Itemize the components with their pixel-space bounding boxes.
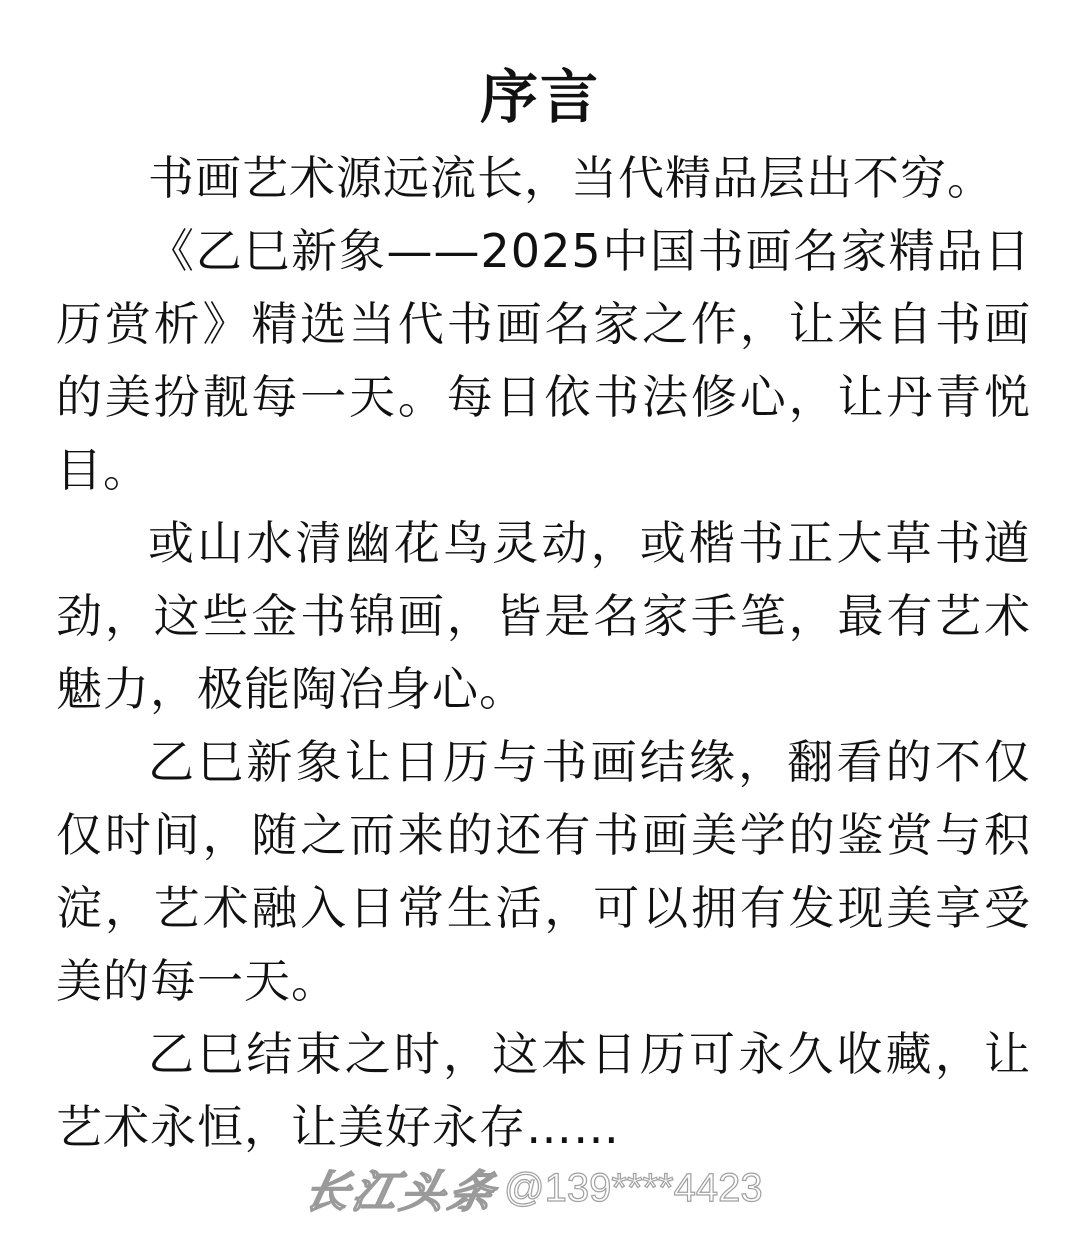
paragraph-1: 书画艺术源远流长，当代精品层出不穷。 xyxy=(148,151,994,205)
preface-body xyxy=(56,142,1031,1164)
paragraph-2: 《乙巳新象——2025中国书画名家精品日历赏析》精选当代书画名家之作，让来自书画的美扮靓每一天。每日依书法修心，让丹青悦目。 xyxy=(56,224,1031,497)
watermark xyxy=(299,1158,763,1218)
paragraph-3: 或山水清幽花鸟灵动，或楷书正大草书遒劲，这些金书锦画，皆是名家手笔，最有艺术魅力，极能陶冶身心。 xyxy=(56,516,1031,716)
watermark-logo: 长江头条 xyxy=(299,1167,503,1218)
watermark-handle: @139****4423 xyxy=(504,1165,763,1210)
paragraph-4: 乙巳新象让日历与书画结缘，翻看的不仅仅时间，随之而来的还有书画美学的鉴赏与积淀，艺术融入日常生活，可以拥有发现美享受美的每一天。 xyxy=(56,735,1031,1008)
page-title: 序言 xyxy=(479,63,600,131)
paragraph-5: 乙巳结束之时，这本日历可永久收藏，让艺术永恒，让美好永存…… xyxy=(56,1027,1031,1154)
